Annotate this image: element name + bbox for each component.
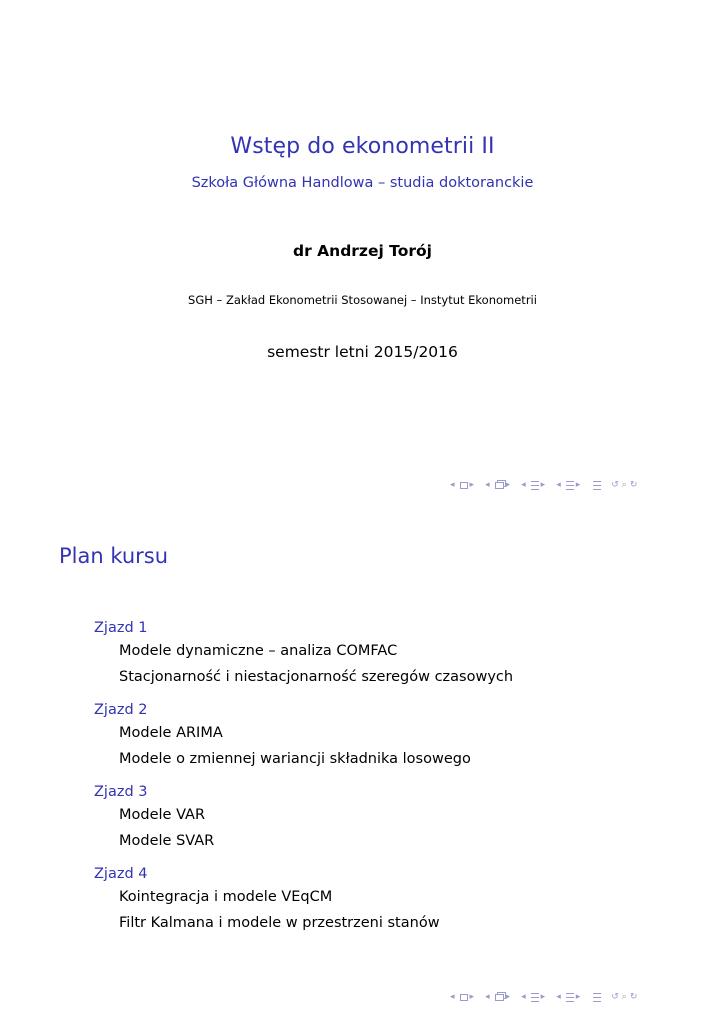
course-plan [94,618,694,946]
frame-title: Plan kursu [59,544,169,568]
nav-section-icon[interactable]: ◂ ▸ [556,480,581,490]
nav-slide-icon[interactable]: ◂ ▸ [450,992,475,1002]
session-3 [94,782,694,854]
topic-item: Modele SVAR [119,833,215,849]
nav-frame-icon[interactable]: ◂ ▸ [485,992,511,1002]
presentation-title: Wstęp do ekonometrii II [230,134,495,159]
session-1 [94,618,694,690]
topic-item: Modele ARIMA [119,725,223,741]
nav-search-icon[interactable]: ↺ ⌕ ↻ [611,480,638,490]
beamer-navigation [450,990,648,1004]
session-4 [94,864,694,936]
nav-frame-icon[interactable]: ◂ ▸ [485,480,511,490]
session-2 [94,700,694,772]
session-label: Zjazd 3 [94,784,148,800]
nav-toc-icon[interactable] [591,993,603,1002]
plan-slide [0,512,725,1024]
topic-item: Modele VAR [119,807,206,823]
topic-item: Stacjonarność i niestacjonarność szeregów czasowych [119,669,514,685]
nav-search-icon[interactable]: ↺ ⌕ ↻ [611,992,638,1002]
topic-item: Filtr Kalmana i modele w przestrzeni stanów [119,915,440,931]
beamer-navigation [450,478,648,492]
topic-item: Kointegracja i modele VEqCM [119,889,333,905]
session-label: Zjazd 2 [94,702,148,718]
nav-section-icon[interactable]: ◂ ▸ [556,992,581,1002]
topic-item: Modele dynamiczne – analiza COMFAC [119,643,398,659]
nav-toc-icon[interactable] [591,481,603,490]
date: semestr letni 2015/2016 [267,343,458,361]
nav-subsection-icon[interactable]: ◂ ▸ [521,480,546,490]
session-label: Zjazd 4 [94,866,148,882]
topic-item: Modele o zmiennej wariancji składnika losowego [119,751,471,767]
nav-slide-icon[interactable]: ◂ ▸ [450,480,475,490]
session-label: Zjazd 1 [94,620,148,636]
presentation-subtitle: Szkoła Główna Handlowa – studia doktoranckie [191,175,534,191]
nav-subsection-icon[interactable]: ◂ ▸ [521,992,546,1002]
author: dr Andrzej Torój [293,242,432,260]
institute: SGH – Zakład Ekonometrii Stosowanej – Instytut Ekonometrii [188,293,537,307]
